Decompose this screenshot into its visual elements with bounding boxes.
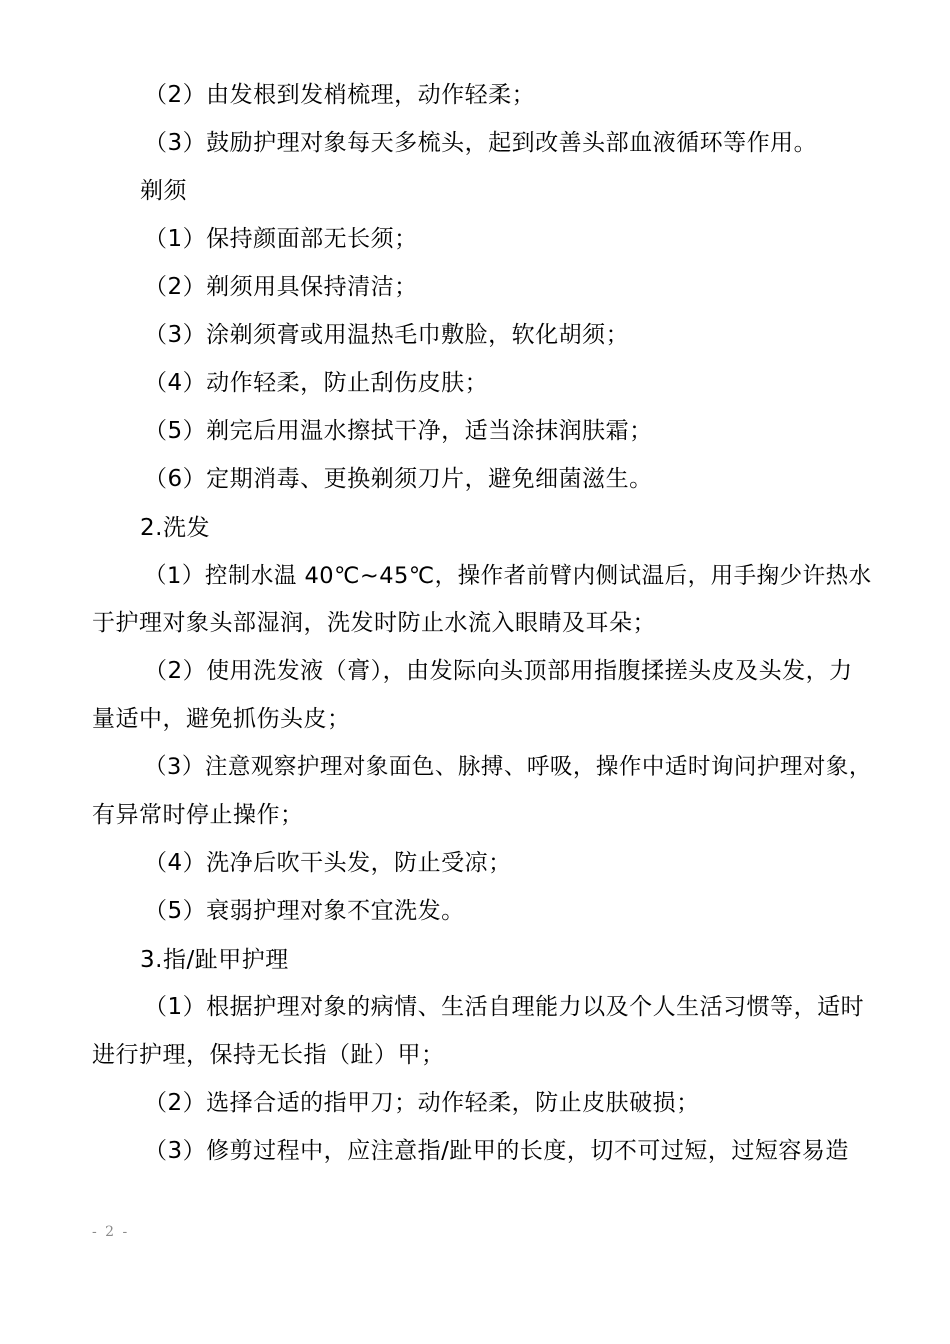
text-line: （5）衰弱护理对象不宜洗发。 bbox=[144, 898, 465, 924]
section-heading: 剃须 bbox=[140, 178, 187, 204]
text-line: 于护理对象头部湿润，洗发时防止水流入眼睛及耳朵； bbox=[92, 610, 656, 636]
text-line: （5）剃完后用温水擦拭干净，适当涂抹润肤霜； bbox=[144, 418, 653, 444]
text-line: （3）鼓励护理对象每天多梳头，起到改善头部血液循环等作用。 bbox=[144, 130, 818, 156]
text-line: 进行护理，保持无长指（趾）甲； bbox=[92, 1042, 445, 1068]
text-line: （2）剃须用具保持清洁； bbox=[144, 274, 418, 300]
text-line: （4）洗净后吹干头发，防止受凉； bbox=[144, 850, 512, 876]
text-line: （2）由发根到发梢梳理，动作轻柔； bbox=[144, 82, 536, 108]
text-line: （1）根据护理对象的病情、生活自理能力以及个人生活习惯等，适时 bbox=[144, 994, 865, 1020]
text-line: 量适中，避免抓伤头皮； bbox=[92, 706, 351, 732]
section-heading: 2.洗发 bbox=[140, 515, 210, 541]
text-line: （2）选择合适的指甲刀；动作轻柔，防止皮肤破损； bbox=[144, 1090, 700, 1116]
text-line: （2）使用洗发液（膏），由发际向头顶部用指腹揉搓头皮及头发，力 bbox=[144, 658, 853, 684]
text-line: （6）定期消毒、更换剃须刀片，避免细菌滋生。 bbox=[144, 466, 653, 492]
text-line: （4）动作轻柔，防止刮伤皮肤； bbox=[144, 370, 489, 396]
text-line: （1）控制水温 40℃~45℃，操作者前臂内侧试温后，用手掬少许热水 bbox=[144, 563, 872, 589]
text-line: （1）保持颜面部无长须； bbox=[144, 226, 418, 252]
text-line: （3）注意观察护理对象面色、脉搏、呼吸，操作中适时询问护理对象， bbox=[144, 754, 872, 780]
text-line: （3）修剪过程中，应注意指/趾甲的长度，切不可过短，过短容易造 bbox=[144, 1138, 849, 1164]
text-line: （3）涂剃须膏或用温热毛巾敷脸，软化胡须； bbox=[144, 322, 630, 348]
page-number: - 2 - bbox=[92, 1224, 130, 1240]
section-heading: 3.指/趾甲护理 bbox=[140, 947, 289, 973]
text-line: 有异常时停止操作； bbox=[92, 802, 304, 828]
